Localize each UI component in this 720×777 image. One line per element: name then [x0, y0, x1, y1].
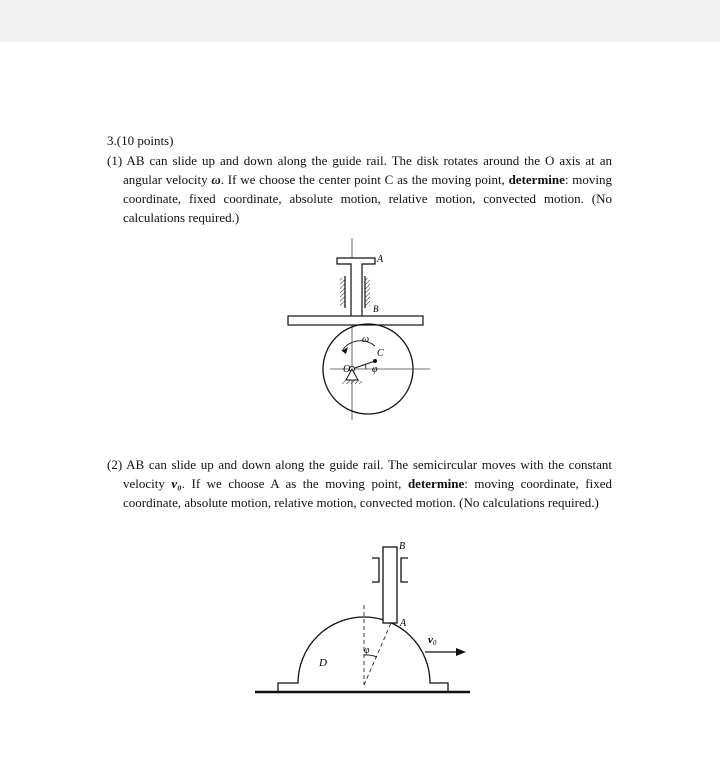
part2-determine: determine — [407, 476, 465, 491]
fig1-label-phi: φ — [372, 364, 378, 375]
fig1-label-O: O — [343, 364, 351, 375]
part1-middle: . If we choose the center point C as the moving point, — [220, 172, 509, 187]
figure1-disk-mechanism — [280, 238, 440, 423]
fig2-label-B: B — [399, 541, 406, 552]
fig2-left-guide — [372, 558, 379, 582]
part2-text — [107, 455, 612, 512]
fig1-right-rail-hatch — [365, 278, 370, 306]
fig1-ground-hatch — [342, 380, 362, 384]
fig2-label-v0-sub: 0 — [432, 639, 437, 647]
fig2-label-v0-main: v — [428, 634, 433, 646]
fig2-rod-AB — [383, 547, 397, 623]
fig2-right-guide — [401, 558, 408, 582]
fig1-left-rail-hatch — [340, 278, 345, 306]
fig2-label-phi: φ — [364, 645, 370, 656]
fig2-velocity-arrowhead — [456, 648, 466, 656]
part2-middle: . If we choose A as the moving point, — [181, 476, 408, 491]
part1-omega: ω — [211, 172, 221, 187]
fig1-label-omega: ω — [362, 334, 370, 345]
part1-text — [107, 151, 612, 227]
part1-prefix: (1) AB can slide up and down along the guide rail. The disk rotates around the O axis at an angular velocity — [107, 153, 612, 187]
fig1-center-C — [373, 359, 377, 363]
fig1-omega-arrowhead — [342, 347, 348, 354]
part1-suffix: : moving coordinate, fixed coordinate, absolute motion, relative motion, convected motion. (No calculations required.) — [123, 172, 612, 225]
fig1-label-B: B — [373, 304, 379, 314]
fig2-semicircle-block — [278, 617, 448, 691]
part2-v0: v₀ — [171, 476, 182, 491]
fig2-label-v0 — [428, 634, 437, 647]
part2-prefix: (2) AB can slide up and down along the guide rail. The semicircular moves with the constant velocity — [107, 457, 612, 491]
question-title: 3.(10 points) — [107, 133, 174, 148]
fig1-horizontal-plate — [288, 316, 423, 325]
part1-determine: determine — [508, 172, 565, 187]
figure2-semicircle-mechanism — [250, 535, 475, 700]
fig2-label-A: A — [400, 618, 407, 629]
fig2-label-D: D — [319, 657, 327, 669]
fig1-phi-arc — [365, 364, 366, 369]
fig1-label-A: A — [377, 254, 384, 265]
part2-suffix: : moving coordinate, fixed coordinate, absolute motion, relative motion, convected motion. (No calculations required.) — [123, 476, 612, 510]
viewer-top-bar — [0, 0, 720, 42]
fig1-label-C: C — [377, 348, 384, 359]
